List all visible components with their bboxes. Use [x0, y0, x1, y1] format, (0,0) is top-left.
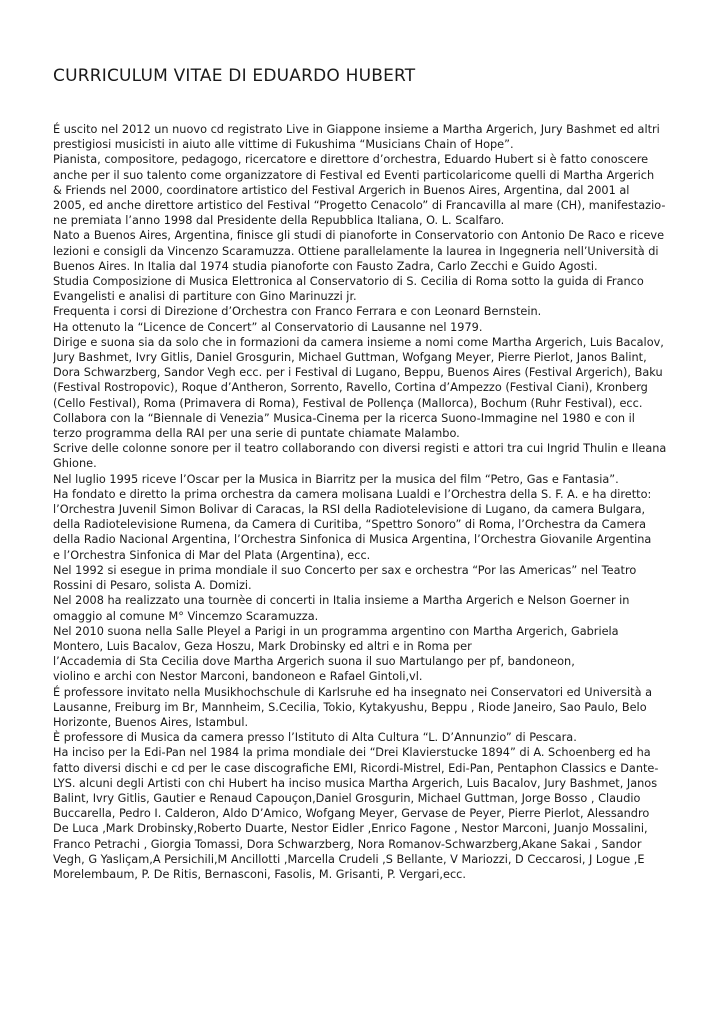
text-line: (Cello Festival), Roma (Primavera di Roma), Festival de Pollença (Mallorca), Bochum (Ruhr Festival), ecc. [53, 396, 643, 410]
text-line: Ghione. [53, 457, 97, 471]
text-line: É professore invitato nella Musikhochschule di Karlsruhe ed ha insegnato nei Conservatori ed Università a [53, 685, 653, 699]
text-line: Evangelisti e analisi di partiture con Gino Marinuzzi jr. [53, 290, 357, 304]
text-line: Buccarella, Pedro I. Calderon, Aldo D’Amico, Wofgang Meyer, Gervase de Peyer, Pierre Pierlot, Alessandro [53, 807, 650, 821]
text-line: Scrive delle colonne sonore per il teatro collaborando con diversi registi e attori tra cui Ingrid Thulin e Ileana [53, 442, 667, 456]
text-line: Nel 1992 si esegue in prima mondiale il suo Concerto per sax e orchestra “Por las Americas” nel Teatro [53, 563, 637, 577]
text-line: Jury Bashmet, Ivry Gitlis, Daniel Grosgurin, Michael Guttman, Wofgang Meyer, Pierre Pierlot, Janos Balint, [53, 351, 647, 365]
text-line: Horizonte, Buenos Aires, Istambul. [53, 715, 249, 729]
text-line: e l’Orchestra Sinfonica di Mar del Plata (Argentina), ecc. [53, 548, 371, 562]
text-line: prestigiosi musicisti in aiuto alle vittime di Fukushima “Musicians Chain of Hope”. [53, 138, 514, 152]
text-line: De Luca ,Mark Drobinsky,Roberto Duarte, Nestor Eidler ,Enrico Fagone , Nestor Marconi, Juanjo Mossalini, [53, 822, 648, 836]
text-line: Collabora con la “Biennale di Venezia” Musica-Cinema per la ricerca Suono-Immagine nel 1980 e con il [53, 411, 635, 425]
text-line: Nel 2008 ha realizzato una tournèe di concerti in Italia insieme a Martha Argerich e Nelson Goerner in [53, 594, 630, 608]
text-line: della Radio Nacional Argentina, l’Orchestra Sinfonica di Musica Argentina, l’Orchestra Giovanile Argentina [53, 533, 652, 547]
text-line: Dirige e suona sia da solo che in formazioni da camera insieme a nomi come Martha Argerich, Luis Bacalov, [53, 335, 664, 349]
text-line: della Radiotelevisione Rumena, da Camera di Curitiba, “Spettro Sonoro” di Roma, l’Orchestra da Camera [53, 518, 646, 532]
text-line: omaggio al comune M° Vincemzo Scaramuzza. [53, 609, 319, 623]
cv-body-text [53, 122, 673, 882]
text-line: Ha inciso per la Edi-Pan nel 1984 la prima mondiale dei “Drei Klavierstucke 1894” di A. Schoenberg ed ha [53, 746, 651, 760]
text-line: l’Accademia di Sta Cecilia dove Martha Argerich suona il suo Martulango per pf, bandoneon, [53, 655, 575, 669]
text-line: violino e archi con Nestor Marconi, bandoneon e Rafael Gintoli,vl. [53, 670, 423, 684]
text-line: Buenos Aires. In Italia dal 1974 studia pianoforte con Fausto Zadra, Carlo Zecchi e Guido Agosti. [53, 259, 598, 273]
text-line: ne premiata l’anno 1998 dal Presidente della Repubblica Italiana, O. L. Scalfaro. [53, 214, 505, 228]
text-line: 2005, ed anche direttore artistico del Festival “Progetto Cenacolo” di Francavilla al mare (CH), manifestazio- [53, 199, 666, 213]
text-line: Nel 2010 suona nella Salle Pleyel a Parigi in un programma argentino con Martha Argerich, Gabriela [53, 624, 619, 638]
text-line: Lausanne, Freiburg im Br, Mannheim, S.Cecilia, Tokio, Kytakyushu, Beppu , Riode Janeiro, Sao Paulo, Belo [53, 700, 647, 714]
text-line: Franco Petrachi , Giorgia Tomassi, Dora Schwarzberg, Nora Romanov-Schwarzberg,Akane Sakai , Sandor [53, 837, 642, 851]
text-line: Nel luglio 1995 riceve l’Oscar per la Musica in Biarritz per la musica del film “Petro, Gas e Fantasia”. [53, 472, 619, 486]
text-line: È professore di Musica da camera presso l’Istituto di Alta Cultura “L. D’Annunzio” di Pescara. [53, 731, 577, 745]
text-line: Dora Schwarzberg, Sandor Vegh ecc. per i Festival di Lugano, Beppu, Buenos Aires (Festival Argerich), Baku [53, 366, 663, 380]
text-line: Balint, Ivry Gitlis, Gautier e Renaud Capouçon,Daniel Grosgurin, Michael Guttman, Jorge Bosso , Claudio [53, 791, 641, 805]
text-line: fatto diversi dischi e cd per le case discografiche EMI, Ricordi-Mistrel, Edi-Pan, Pentaphon Classics e Dante- [53, 761, 659, 775]
text-line: É uscito nel 2012 un nuovo cd registrato Live in Giappone insieme a Martha Argerich, Jury Bashmet ed altri [53, 123, 660, 136]
text-line: terzo programma della RAI per una serie di puntate chiamate Malambo. [53, 427, 460, 441]
text-line: Nato a Buenos Aires, Argentina, finisce gli studi di pianoforte in Conservatorio con Antonio De Raco e riceve [53, 229, 665, 243]
text-line: Frequenta i corsi di Direzione d’Orchestra con Franco Ferrara e con Leonard Bernstein. [53, 305, 542, 319]
page-title: CURRICULUM VITAE DI EDUARDO HUBERT [53, 66, 416, 86]
text-line: Pianista, compositore, pedagogo, ricercatore e direttore d’orchestra, Eduardo Hubert si è fatto conoscere [53, 153, 649, 167]
text-line: Montero, Luis Bacalov, Geza Hoszu, Mark Drobinsky ed altri e in Roma per [53, 639, 472, 653]
text-line: Rossini di Pesaro, solista A. Domizi. [53, 579, 252, 593]
text-line: l’Orchestra Juvenil Simon Bolivar di Caracas, la RSI della Radiotelevisione di Lugano, da camera Bulgara, [53, 503, 646, 517]
text-line: Vegh, G Yasliçam,A Persichili,M Ancillotti ,Marcella Crudeli ,S Bellante, V Mariozzi, D Ceccarosi, J Logue ,E [53, 852, 645, 866]
text-line: (Festival Rostropovic), Roque d’Antheron, Sorrento, Ravello, Cortina d’Ampezzo (Festival Ciani), Kronberg [53, 381, 648, 395]
text-line: Morelembaum, P. De Ritis, Bernasconi, Fasolis, M. Grisanti, P. Vergari,ecc. [53, 867, 466, 881]
text-line: LYS. alcuni degli Artisti con chi Hubert ha inciso musica Martha Argerich, Luis Bacalov, Jury Bashmet, Janos [53, 776, 658, 790]
text-line: lezioni e consigli da Vincenzo Scaramuzza. Ottiene parallelamente la laurea in Ingegneria nell’Università di [53, 244, 659, 258]
text-line: & Friends nel 2000, coordinatore artistico del Festival Argerich in Buenos Aires, Argentina, dal 2001 al [53, 183, 630, 197]
text-line: Ha ottenuto la “Licence de Concert” al Conservatorio di Lausanne nel 1979. [53, 320, 483, 334]
text-line: anche per il suo talento come organizzatore di Festival ed Eventi particolaricome quelli di Martha Argerich [53, 168, 655, 182]
text-line: Ha fondato e diretto la prima orchestra da camera molisana Lualdi e l’Orchestra della S. F. A. e ha diretto: [53, 487, 652, 501]
text-line: Studia Composizione di Musica Elettronica al Conservatorio di S. Cecilia di Roma sotto la guida di Franco [53, 275, 644, 289]
